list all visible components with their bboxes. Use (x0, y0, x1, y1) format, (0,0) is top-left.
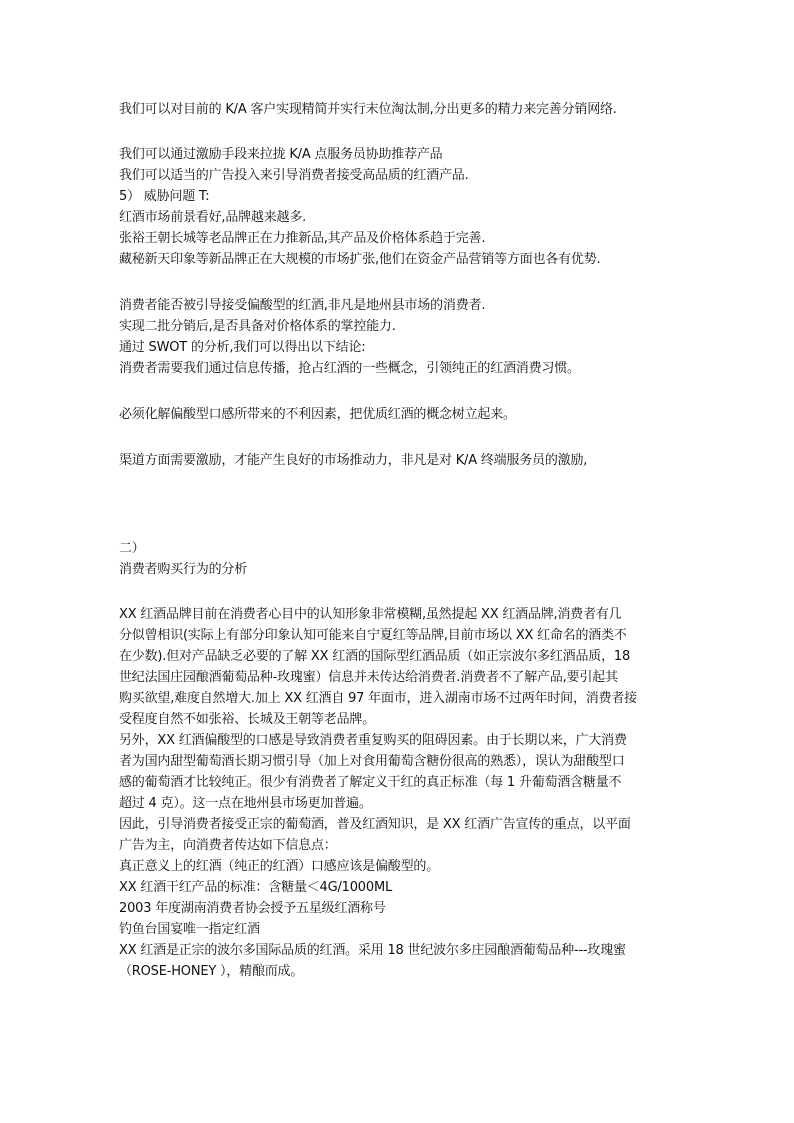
paragraph-line: 我们可以对目前的 K/A 客户实现精简并实行末位淘汰制,分出更多的精力来完善分销网络. (119, 102, 617, 117)
paragraph-line: 钓鱼台国宴唯一指定红酒 (119, 922, 260, 937)
section-heading: 5） 威胁问题 T: (119, 189, 210, 204)
section-number: 二） (119, 541, 145, 556)
paragraph-line: 超过 4 克）。这一点在地州县市场更加普遍。 (119, 796, 372, 811)
paragraph-line: 红酒市场前景看好,品牌越来越多. (119, 210, 307, 225)
paragraph-line: 必须化解偏酸型口感所带来的不利因素，把优质红酒的概念树立起来。 (119, 407, 516, 422)
paragraph-line: （ROSE-HONEY ），精酿而成。 (119, 964, 304, 979)
paragraph-line: 另外，XX 红酒偏酸型的口感是导致消费者重复购买的阻碍因素。由于长期以来，广大消费 (119, 733, 627, 748)
paragraph-line: 分似曾相识(实际上有部分印象认知可能来自宁夏红等品牌,目前市场以 XX 红命名的酒类不 (119, 628, 627, 643)
paragraph-line: 藏秘新天印象等新品牌正在大规模的市场扩张,他们在资金产品营销等方面也各有优势. (119, 252, 601, 267)
paragraph-line: XX 红酒干红产品的标准：含糖量＜4G/1000ML (119, 880, 393, 895)
paragraph-line: 我们可以适当的广告投入来引导消费者接受高品质的红酒产品. (119, 168, 469, 183)
paragraph-line: 广告为主，向消费者传达如下信息点： (119, 838, 337, 853)
paragraph-line: 真正意义上的红酒（纯正的红酒）口感应该是偏酸型的。 (119, 859, 440, 874)
paragraph-line: XX 红酒品牌目前在消费者心目中的认知形象非常模糊,虽然提起 XX 红酒品牌,消费者有几 (119, 607, 622, 622)
paragraph-line: 张裕王朝长城等老品牌正在力推新品,其产品及价格体系趋于完善. (119, 231, 486, 246)
paragraph-line: 受程度自然不如张裕、长城及王朝等老品牌。 (119, 712, 376, 727)
paragraph-line: 世纪法国庄园酿酒葡萄品种-玫瑰蜜）信息并未传达给消费者.消费者不了解产品,要引起其 (119, 670, 618, 685)
paragraph-line: 购买欲望,难度自然增大.加上 XX 红酒自 97 年面市，进入湖南市场不过两年时间，消费者接 (119, 691, 637, 706)
paragraph-line: 实现二批分销后,是否具备对价格体系的掌控能力. (119, 319, 396, 334)
paragraph-line: 消费者需要我们通过信息传播，抢占红酒的一些概念，引领纯正的红酒消费习惯。 (119, 361, 580, 376)
paragraph-line: 通过 SWOT 的分析,我们可以得出以下结论: (119, 340, 366, 355)
paragraph-line: 在少数).但对产品缺乏必要的了解 XX 红酒的国际型红酒品质（如正宗波尔多红酒品质，18 (119, 649, 631, 664)
paragraph-line: 者为国内甜型葡萄酒长期习惯引导（加上对食用葡萄含糖份很高的熟悉），误认为甜酸型口 (119, 754, 625, 769)
paragraph-line: 感的葡萄酒才比较纯正。很少有消费者了解定义干红的真正标准（每 1 升葡萄酒含糖量不 (119, 775, 622, 790)
paragraph-line: 渠道方面需要激励，才能产生良好的市场推动力，非凡是对 K/A 终端服务员的激励, (119, 453, 588, 468)
paragraph-line: 2003 年度湖南消费者协会授予五星级红酒称号 (119, 901, 386, 916)
paragraph-line: 因此，引导消费者接受正宗的葡萄酒，普及红酒知识，是 XX 红酒广告宣传的重点，以平面 (119, 817, 631, 832)
section-title: 消费者购买行为的分析 (119, 562, 248, 577)
paragraph-line: XX 红酒是正宗的波尔多国际品质的红酒。采用 18 世纪波尔多庄园酿酒葡萄品种---玫瑰蜜 (119, 943, 626, 958)
paragraph-line: 消费者能否被引导接受偏酸型的红酒,非凡是地州县市场的消费者. (119, 298, 486, 313)
paragraph-line: 我们可以通过激励手段来拉拢 K/A 点服务员协助推荐产品 (119, 147, 443, 162)
